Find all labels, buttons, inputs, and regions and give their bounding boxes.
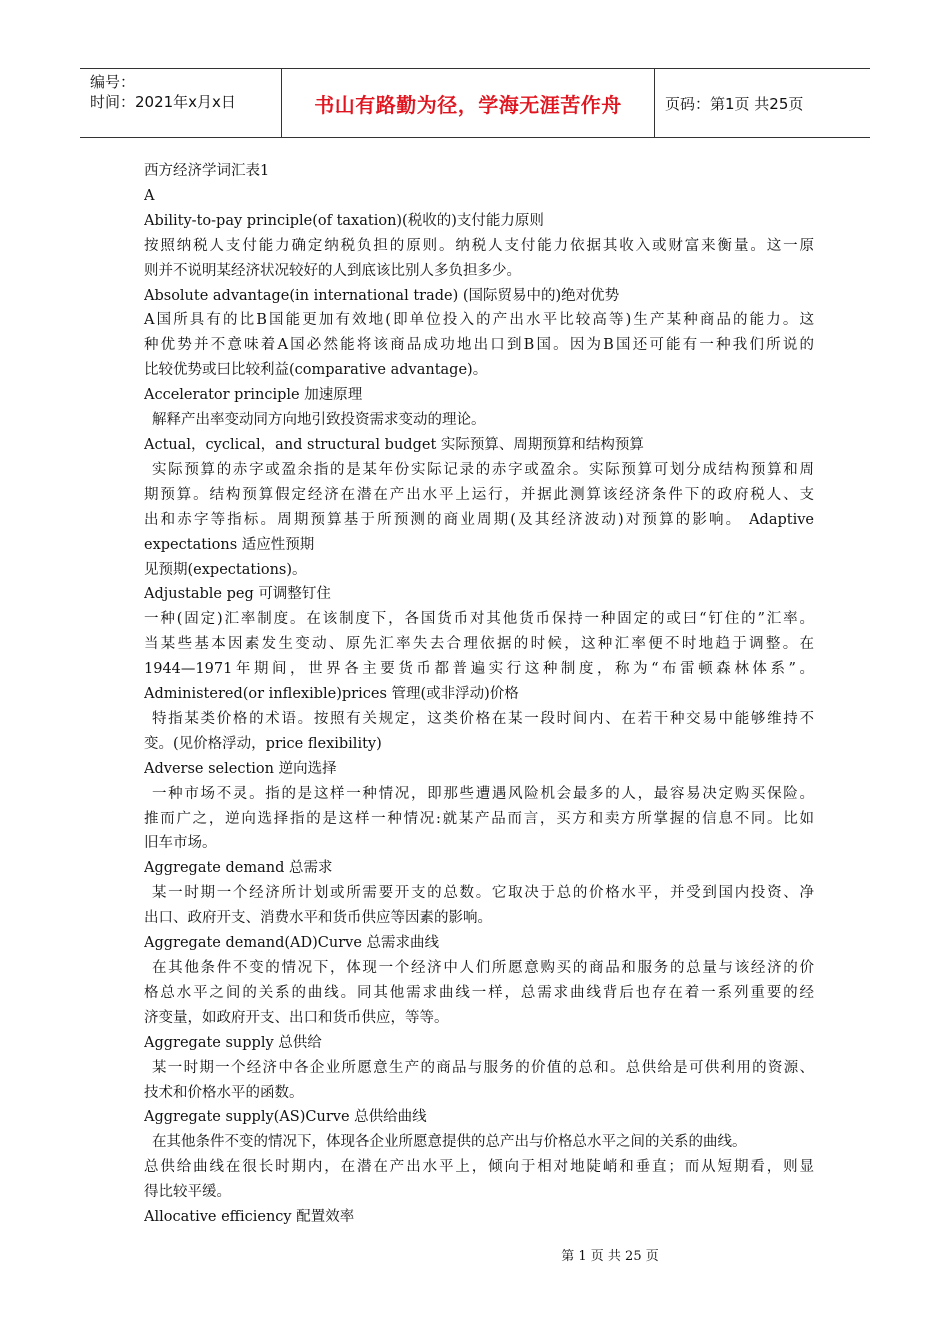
text-line: 某一时期一个经济中各企业所愿意生产的商品与服务的价值的总和。总供给是可供利用的资源、 <box>152 1059 814 1076</box>
text-line: Aggregate supply(AS)Curve 总供给曲线 <box>144 1109 427 1126</box>
text-line: 当某些基本因素发生变动、原先汇率失去合理依据的时候，这种汇率便不时地趋于调整。在 <box>144 636 814 653</box>
text-line: 一种市场不灵。指的是这样一种情况，即那些遭遇风险机会最多的人，最容易决定购买保险。 <box>152 785 814 802</box>
text-line: 见预期(expectations)。 <box>144 561 307 578</box>
text-line: 西方经济学词汇表1 <box>144 163 270 179</box>
text-line: 技术和价格水平的函数。 <box>144 1084 304 1101</box>
document-body <box>144 159 814 1230</box>
text-line: expectations 适应性预期 <box>144 536 315 553</box>
header-motto: 书山有路勤为径，学海无涯苦作舟 <box>281 69 655 137</box>
text-line: A国所具有的比B国能更加有效地(即单位投入的产出水平比较高等)生产某种商品的能力。这 <box>144 312 814 329</box>
text-line: Accelerator principle 加速原理 <box>144 387 363 404</box>
text-line: 出和赤字等指标。周期预算基于所预测的商业周期(及其经济波动)对预算的影响。 Adaptive <box>144 511 814 528</box>
text-line: 某一时期一个经济所计划或所需要开支的总数。它取决于总的价格水平，并受到国内投资、净 <box>152 885 814 902</box>
text-line: 出口、政府开支、消费水平和货币供应等因素的影响。 <box>144 910 492 927</box>
text-line: Adjustable peg 可调整钉住 <box>144 586 331 603</box>
header-meta <box>80 69 281 137</box>
text-line: A <box>144 187 155 204</box>
text-line: 实际预算的赤字或盈余指的是某年份实际记录的赤字或盈余。实际预算可划分成结构预算和周 <box>152 461 814 478</box>
text-line: Actual，cyclical，and structural budget 实际预算、周期预算和结构预算 <box>144 436 644 453</box>
document-number-label: 编号： <box>90 73 136 91</box>
text-line: 格总水平之间的关系的曲线。同其他需求曲线一样，总需求曲线背后也存在着一系列重要的经 <box>144 984 814 1001</box>
text-line: Absolute advantage(in international trade) (国际贸易中的)绝对优势 <box>144 287 620 304</box>
header-page-info: 页码：第1页 共25页 <box>665 94 804 113</box>
page-footer: 第 1 页 共 25 页 <box>561 1249 659 1264</box>
text-line: 变。(见价格浮动，price flexibility) <box>144 735 382 752</box>
document-time-label: 时间：2021年x月x日 <box>90 93 236 111</box>
text-line: 特指某类价格的术语。按照有关规定，这类价格在某一段时间内、在若干种交易中能够维持不 <box>152 710 814 727</box>
text-line: Aggregate demand(AD)Curve 总需求曲线 <box>144 935 440 952</box>
text-line: 种优势并不意味着A国必然能将该商品成功地出口到B国。因为B国还可能有一种我们所说的 <box>144 337 814 354</box>
text-line: Administered(or inflexible)prices 管理(或非浮动)价格 <box>144 686 519 703</box>
text-line: Adverse selection 逆向选择 <box>144 760 337 777</box>
text-line: 旧车市场。 <box>144 835 217 852</box>
text-line: 济变量，如政府开支、出口和货币供应，等等。 <box>144 1009 449 1026</box>
text-line: 推而广之，逆向选择指的是这样一种情况:就某产品而言，买方和卖方所掌握的信息不同。比如 <box>144 810 814 827</box>
text-line: 比较优势或曰比较利益(comparative advantage)。 <box>144 362 488 379</box>
text-line: 期预算。结构预算假定经济在潜在产出水平上运行，并据此测算该经济条件下的政府税人、支 <box>144 486 814 503</box>
text-line: Ability-to-pay principle(of taxation)(税收的)支付能力原则 <box>144 212 544 229</box>
text-line: 总供给曲线在很长时期内，在潜在产出水平上，倾向于相对地陡峭和垂直；而从短期看，则显 <box>144 1159 814 1176</box>
text-line: 1944—1971年期间，世界各主要货币都普遍实行这种制度，称为“布雷顿森林体系”。 <box>144 661 814 678</box>
text-line: 一种(固定)汇率制度。在该制度下，各国货币对其他货币保持一种固定的或曰“钉住的”汇率。 <box>144 611 814 628</box>
text-line: 在其他条件不变的情况下，体现一个经济中人们所愿意购买的商品和服务的总量与该经济的价 <box>152 960 814 976</box>
text-line: Aggregate demand 总需求 <box>144 860 333 877</box>
text-line: 得比较平缓。 <box>144 1184 231 1201</box>
text-line: 解释产出率变动同方向地引致投资需求变动的理论。 <box>152 412 486 429</box>
page-header <box>80 68 870 138</box>
text-line: 则并不说明某经济状况较好的人到底该比别人多负担多少。 <box>144 262 521 279</box>
text-line: 按照纳税人支付能力确定纳税负担的原则。纳税人支付能力依据其收入或财富来衡量。这一原 <box>144 237 814 254</box>
text-line: Allocative efficiency 配置效率 <box>144 1209 355 1226</box>
text-line: 在其他条件不变的情况下，体现各企业所愿意提供的总产出与价格总水平之间的关系的曲线。 <box>152 1134 747 1151</box>
text-line: Aggregate supply 总供给 <box>144 1034 322 1051</box>
